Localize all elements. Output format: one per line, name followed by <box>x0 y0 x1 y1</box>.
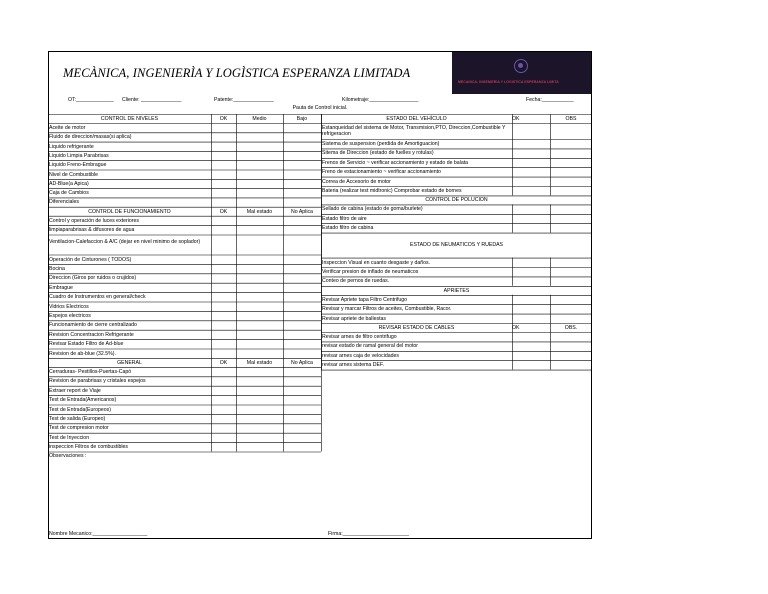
general-item: Test de Entrada(Americanos) <box>49 397 117 404</box>
funcionamiento-col-ok: OK <box>219 208 228 215</box>
niveles-col-3: Bajo <box>296 116 308 122</box>
funcionamiento-item: Bocina <box>49 265 65 272</box>
polucion-item: Estado filtro de cabina <box>322 225 374 232</box>
neumaticos-item: Conteo de pernos de ruedas. <box>322 278 390 285</box>
funcionamiento-item: Revisar Estado Filtro de Ad-blue <box>49 341 124 348</box>
niveles-item: Aceite de motor <box>49 125 86 131</box>
neumaticos-item: Verificar presion de inflado de neumaticos <box>322 269 419 275</box>
cables-col-ok: OK <box>512 325 520 331</box>
pauta-title: Pauta de Control inicial. <box>292 105 348 111</box>
general-item: Revision de parabrisas y cristales espejos <box>49 378 146 385</box>
funcionamiento-item: Revision Concentracion Refrigerante <box>49 331 134 338</box>
niveles-item: Diferenciales <box>49 199 79 206</box>
funcionamiento-item: Espejos electricos <box>49 312 91 319</box>
niveles-col-2: Medio <box>252 116 267 122</box>
vehiculo-item: Sistema de suspension (perdida de Amortiguacion) <box>322 141 440 147</box>
funcionamiento-item: Cuadro de Instrumentos en general/check <box>49 294 146 301</box>
general-item: Test de Entrada(Europeos) <box>49 406 111 413</box>
general-item: Cerraduras- Pestillos-Puertas-Capó <box>49 368 132 375</box>
vehiculo-item: Bateria (realizar test midtronic) Comprobar estado de bornes <box>322 188 462 194</box>
company-title: MECÀNICA, INGENIERÌA Y LOGÌSTICA ESPERANZA LIMITADA <box>63 66 411 80</box>
niveles-item: Fluido de direccion/masas(si aplica) <box>49 134 132 141</box>
niveles-item: Liquido Freno-Embrague <box>49 162 107 169</box>
aprietes-title: APRIETES <box>443 287 470 294</box>
vehiculo-item: Sitema de Direccion (estado de fuelles y rotulas) <box>322 150 434 157</box>
funcionamiento-item: Operación de Cinturones ( TODOS) <box>49 256 132 263</box>
logo-text: MECANICA, INGENIERIA Y LOGISTICA ESPERANZA LIMITA <box>458 80 559 84</box>
general-item: Test de compresion motor <box>49 425 109 432</box>
niveles-item: Liquido refrigerante <box>49 143 94 150</box>
polucion-item: Sellado de cabina (estado de goma/burlete) <box>322 206 423 213</box>
general-col-ok: OK <box>219 359 228 366</box>
polucion-item: Estado filtro de aire <box>322 215 367 222</box>
niveles-item: Nivel de Combustible <box>49 171 99 178</box>
funcionamiento-item: Control y operación de luces exteriores <box>49 217 139 224</box>
niveles-col-ok: OK <box>219 116 228 122</box>
neumaticos-item: Inspeccion Visual en cuanto desgaste y daños. <box>322 259 431 266</box>
patente-field: Patente:______________ <box>214 97 274 103</box>
niveles-item: Liquido Limpia Parabrisas <box>49 152 109 159</box>
fecha-field: Fecha:___________ <box>526 97 574 103</box>
vehiculo-item: Frenos de Servicio ~ verificar accionamiento y estado de balata <box>322 159 469 166</box>
general-item: Test de Inyeccion <box>49 434 90 441</box>
funcionamiento-item: Direccion (Giros por ruidos o crujidos) <box>49 275 137 282</box>
aprietes-item: Revisar Apriete tapa Filtro Centrifugo <box>322 296 408 303</box>
funcionamiento-item: Ventilacion-Calefaccion & A/C (dejar en nivel minimo de soplador) <box>49 238 201 245</box>
logo-emblem-icon <box>514 59 528 73</box>
cables-item: revisar estado de ramal general del motor <box>322 343 419 350</box>
general-item: Extraer report de Viaje <box>49 387 101 394</box>
cliente-field: Cliente: ______________ <box>122 97 182 103</box>
cables-col-obs: OBS. <box>564 325 578 331</box>
niveles-title: CONTROL DE NIVELES <box>100 116 159 122</box>
cables-item: Revisar arnes de filtro centrifugo <box>322 334 397 340</box>
observaciones-label: Observaciones : <box>49 452 87 459</box>
general-title: GENERAL <box>117 359 142 366</box>
vehiculo-col-ok: OK <box>512 116 520 122</box>
neumaticos-title: ESTADO DE NEUMATICOS Y RUEDAS <box>409 242 503 249</box>
kilometraje-field: Kilometraje:_________________ <box>342 97 419 103</box>
funcionamiento-col-2: Mal estado <box>246 208 273 215</box>
funcionamiento-item: Embrague <box>49 284 73 291</box>
funcionamiento-item: Revision de ab-blue (32.5%). <box>49 350 116 357</box>
vehiculo-item: Correa de Accesorio de motor <box>322 178 391 185</box>
vehiculo-title: ESTADO DEL VEHÌCULO <box>386 116 447 122</box>
funcionamiento-col-3: No Aplica <box>291 208 313 215</box>
general-item: inspeccion Filtros de combustibles <box>49 444 129 451</box>
cables-title: REVISAR ESTADO DE CABLES <box>378 325 455 331</box>
company-logo <box>452 52 591 94</box>
cables-item: revisar arnes caja de velocidades <box>322 352 399 359</box>
aprietes-item: Revisar y marcar Filtros de aceites, Combustible, Racor. <box>322 306 452 313</box>
general-col-3: No Aplica <box>291 359 313 366</box>
niveles-item: AD-Blue(a Apica) <box>49 180 89 187</box>
polucion-title: CONTROL DE POLUCION <box>425 197 488 204</box>
general-item: Test de salida (Europeo) <box>49 415 106 422</box>
vehiculo-item: Estanqueidad del sistema de Motor, Transmision,PTO, Direccion,Combustible Y refrigeracion <box>322 125 506 138</box>
general-col-2: Mal estado <box>246 359 273 366</box>
funcionamiento-title: CONTROL DE FUNCIONAMIENTO <box>88 208 171 215</box>
funcionamiento-item: Funcionamiento de cierre centralizado <box>49 322 137 329</box>
aprietes-item: Revisar apriete de ballestas <box>322 315 387 322</box>
cables-item: revisar arnes sistema DEF. <box>322 362 384 369</box>
funcionamiento-item: Vidrios Electricos <box>49 303 89 310</box>
vehiculo-col-obs: OBS <box>565 116 577 122</box>
firma-field: Firma:_______________________ <box>328 531 410 537</box>
ot-field: OT:_____________ <box>68 97 114 103</box>
mecanico-field: Nombre Mecanico:___________________ <box>49 531 148 537</box>
vehiculo-item: Freno de estacionamiento ~ verificar accionamiento <box>322 169 441 176</box>
niveles-item: Caja de Cambios <box>49 190 89 197</box>
funcionamiento-item: limpiaparabrisas & difusores de agua <box>49 227 135 234</box>
